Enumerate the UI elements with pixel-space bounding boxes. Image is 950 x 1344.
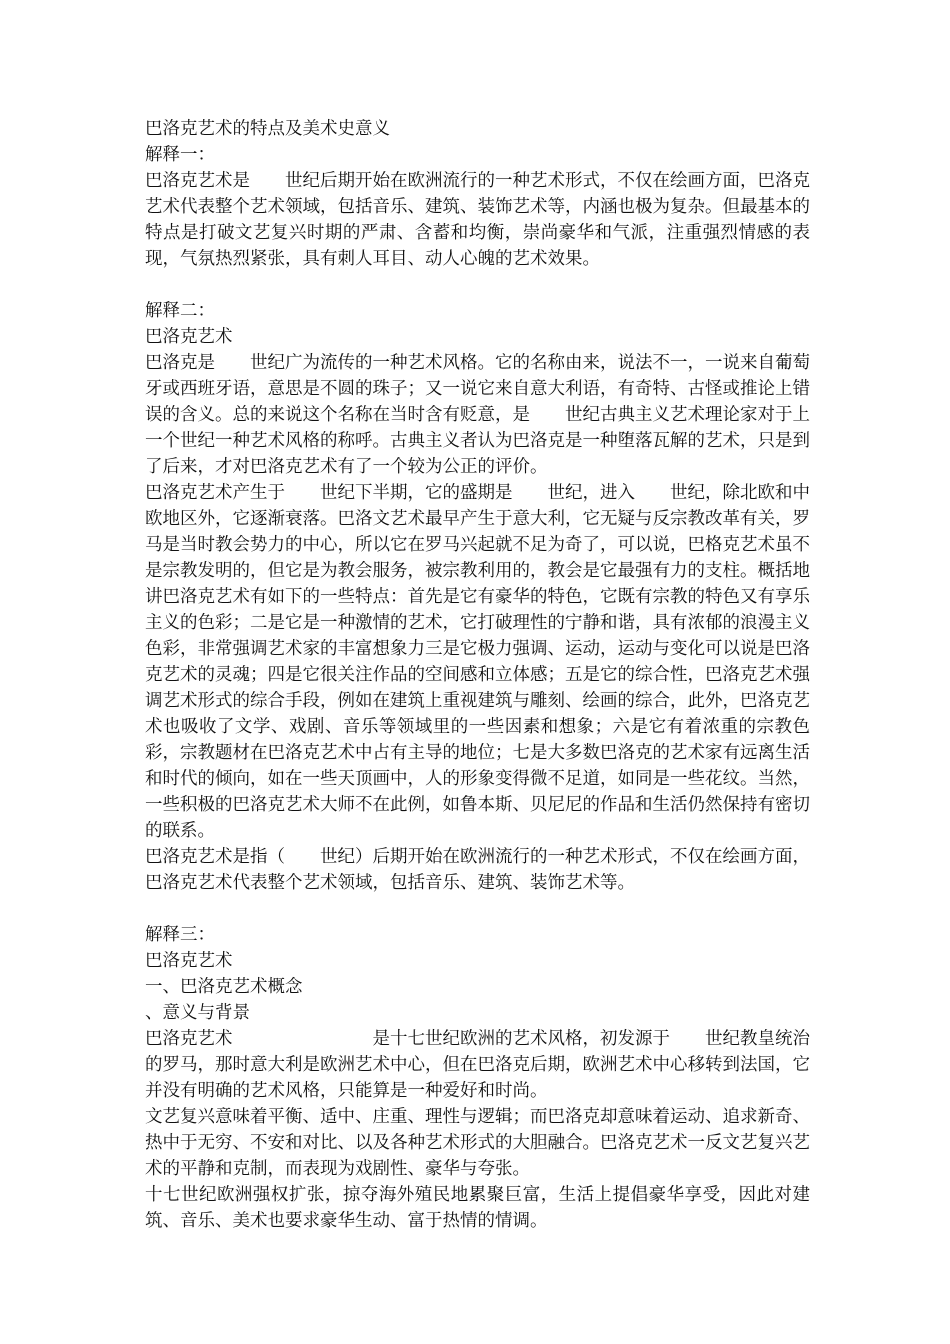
document-body — [145, 116, 810, 1234]
paragraph: 巴洛克艺术 是十七世纪欧洲的艺术风格，初发源于 世纪教皇统治的罗马，那时意大利是欧洲艺术中心，但在巴洛克后期，欧洲艺术中心移转到法国，它并没有明确的艺术风格，只能算是一种爱好和时尚。 — [145, 1029, 810, 1101]
paragraph: 巴洛克艺术是 世纪后期开始在欧洲流行的一种艺术形式，不仅在绘画方面，巴洛克艺术代表整个艺术领域，包括音乐、建筑、装饰艺术等，内涵也极为复杂。但最基本的特点是打破文艺复兴时期的严肃、含蓄和均衡，崇尚豪华和气派，注重强烈情感的表现，气氛热烈紧张，具有刺人耳目、动人心魄的艺术效果。 — [145, 171, 810, 269]
paragraph: 十七世纪欧洲强权扩张，掠夺海外殖民地累聚巨富，生活上提倡豪华享受，因此对建筑、音乐、美术也要求豪华生动、富于热情的情调。 — [145, 1185, 810, 1231]
section-subheading: 、意义与背景 — [145, 1003, 250, 1023]
section-heading-2: 解释二： — [145, 301, 215, 321]
section-heading-1: 解释一： — [145, 145, 215, 165]
paragraph: 巴洛克艺术是指（ 世纪）后期开始在欧洲流行的一种艺术形式，不仅在绘画方面，巴洛克艺术代表整个艺术领域，包括音乐、建筑、装饰艺术等。 — [145, 847, 810, 893]
paragraph: 文艺复兴意味着平衡、适中、庄重、理性与逻辑；而巴洛克却意味着运动、追求新奇、热中于无穷、不安和对比、以及各种艺术形式的大胆融合。巴洛克艺术一反文艺复兴艺术的平静和克制，而表现为戏剧性、豪华与夸张。 — [145, 1107, 810, 1179]
paragraph: 巴洛克是 世纪广为流传的一种艺术风格。它的名称由来，说法不一，一说来自葡萄牙或西班牙语，意思是不圆的珠子；又一说它来自意大利语，有奇特、古怪或推论上错误的含义。总的来说这个名称在当时含有贬意，是 世纪古典主义艺术理论家对于上一个世纪一种艺术风格的称呼。古典主义者认为巴洛克是一种堕落瓦解的艺术，只是到了后来，才对巴洛克艺术有了一个较为公正的评价。 — [145, 353, 810, 477]
spacer — [145, 896, 810, 922]
section-heading-3: 解释三： — [145, 925, 215, 945]
paragraph: 巴洛克艺术产生于 世纪下半期，它的盛期是 世纪，进入 世纪，除北欧和中欧地区外，它逐渐衰落。巴洛文艺术最早产生于意大利，它无疑与反宗教改革有关，罗马是当时教会势力的中心，所以它在罗马兴起就不足为奇了，可以说，巴格克艺术虽不是宗教发明的，但它是为教会服务，被宗教利用的，教会是它最强有力的支柱。概括地讲巴洛克艺术有如下的一些特点：首先是它有豪华的特色，它既有宗教的特色又有享乐主义的色彩；二是它是一种激情的艺术，它打破理性的宁静和谐，具有浓郁的浪漫主义色彩，非常强调艺术家的丰富想象力三是它极力强调、运动，运动与变化可以说是巴洛克艺术的灵魂；四是它很关注作品的空间感和立体感；五是它的综合性，巴洛克艺术强调艺术形式的综合手段，例如在建筑上重视建筑与雕刻、绘画的综合，此外，巴洛克艺术也吸收了文学、戏剧、音乐等领域里的一些因素和想象；六是它有着浓重的宗教色彩，宗教题材在巴洛克艺术中占有主导的地位；七是大多数巴洛克的艺术家有远离生活和时代的倾向，如在一些天顶画中，人的形象变得微不足道，如同是一些花纹。当然，一些积极的巴洛克艺术大师不在此例，如鲁本斯、贝尼尼的作品和生活仍然保持有密切的联系。 — [145, 483, 810, 841]
section-subheading: 一、巴洛克艺术概念 — [145, 977, 303, 997]
document-title: 巴洛克艺术的特点及美术史意义 — [145, 119, 390, 139]
spacer — [145, 272, 810, 298]
section-subheading: 巴洛克艺术 — [145, 327, 233, 347]
section-subheading: 巴洛克艺术 — [145, 951, 233, 971]
